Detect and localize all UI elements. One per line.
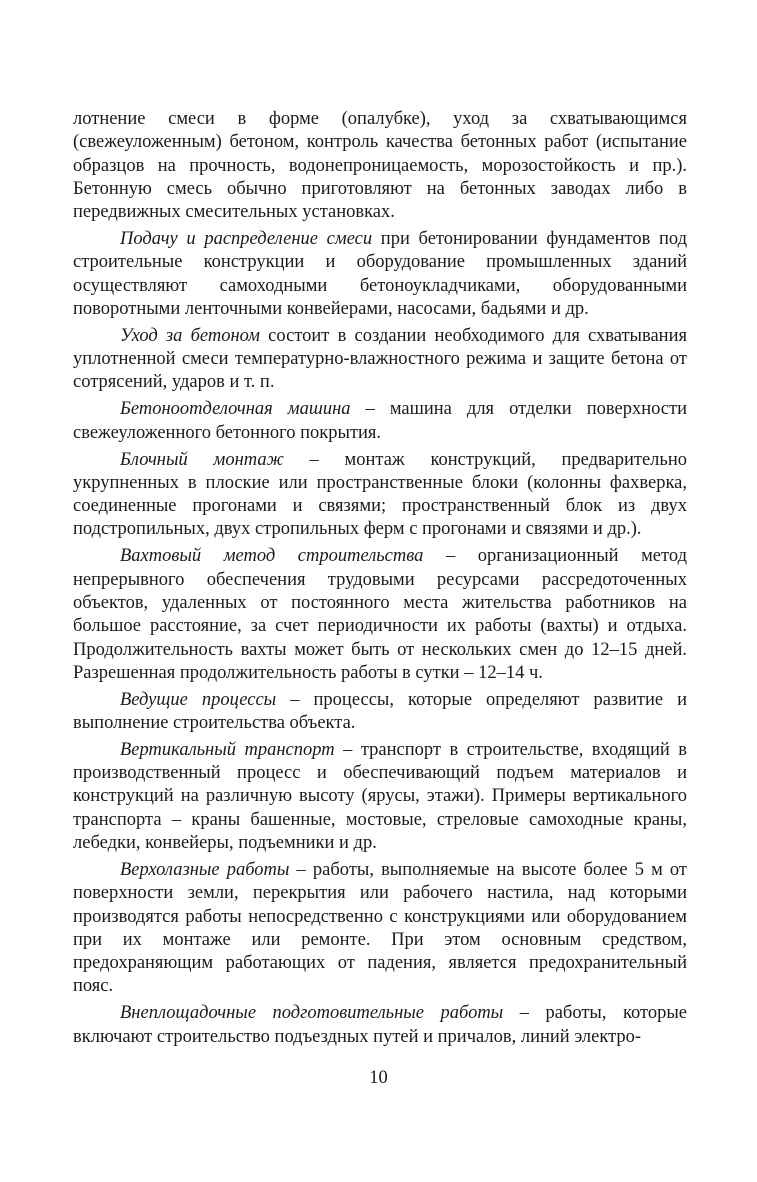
term: Внеплощадочные подготовительные работы <box>120 1003 504 1024</box>
term: Вертикальный транспорт <box>120 739 335 760</box>
paragraph-text: при бетонировании фундаментов под строительные конструкции и оборудование промышленных зданий осуществляют самоходными бетоноукладчиками, оборудованными поворотными ленточными конвейерами, насосами, бадьями и др. <box>73 229 688 319</box>
paragraph-text: – работы, выполняемые на высоте более 5 м от поверхности земли, перекрытия или рабочего настила, над которыми производятся работы непосредственно с конструкциями или оборудованием при их монтаже или ремонте. При этом основным средством, предохраняющим работающих от падения, является предохранительный пояс. <box>73 859 688 997</box>
page-body <box>73 108 687 1053</box>
paragraph-5 <box>73 449 687 542</box>
paragraph-text: состоит в создании необходимого для схватывания уплотненной смеси температурно-влажностного режима и защите бетона от сотрясений, ударов и т. п. <box>73 325 687 393</box>
page-number: 10 <box>369 1068 388 1088</box>
paragraph-7 <box>73 689 687 736</box>
term: Уход за бетоном <box>120 325 260 346</box>
paragraph-text: – транспорт в строительстве, входящий в производственный процесс и обеспечивающий подъем материалов и конструкций на различную высоту (ярусы, этажи). Примеры вертикального транспорта – краны башенные, мостовые, стреловые самоходные краны, лебедки, конвейеры, подъемники и др. <box>73 739 687 854</box>
term: Подачу и распределение смеси <box>120 229 373 250</box>
paragraph-text: – процессы, которые определяют развитие и выполнение строительства объекта. <box>73 689 687 733</box>
paragraph-text: лотнение смеси в форме (опалубке), уход за схватывающимся (свежеуложенным) бетоном, контроль качества бетонных работ (испытание образцов на прочность, водонепроницаемость, морозостойкость и пр.). Бетонную смесь обычно приготовляют на бетонных заводах либо в передвижных смесительных установках. <box>73 109 687 223</box>
paragraph-text: – работы, которые включают строительство подъездных путей и причалов, линий электро- <box>73 1003 688 1047</box>
term: Бетоноотделочная машина <box>120 399 351 420</box>
paragraph-text: – организационный метод непрерывного обеспечения трудовыми ресурсами рассредоточенных объектов, удаленных от постоянного места жительства работников на большое расстояние, за счет периодичности их работы (вахты) и отдыха. Продолжительность вахты может быть от нескольких смен до 12–15 дней. Разрешенная продолжительность работы в сутки – 12–14 ч. <box>73 546 687 683</box>
paragraph-text: – монтаж конструкций, предварительно укрупненных в плоские или пространственные блоки (колонны фахверка, соединенные прогонами и связями; пространственный блок из двух подстропильных, двух стропильных ферм с прогонами и связями и др.). <box>73 449 687 540</box>
paragraph-text: – машина для отделки поверхности свежеуложенного бетонного покрытия. <box>73 399 687 443</box>
paragraph-6 <box>73 545 687 685</box>
paragraph-4 <box>73 398 687 445</box>
term: Вахтовый метод строительства <box>120 546 424 567</box>
term: Ведущие процессы <box>120 689 277 710</box>
term: Верхолазные работы <box>120 859 290 880</box>
paragraph-8 <box>73 739 687 855</box>
term: Блочный монтаж <box>120 449 284 470</box>
paragraph-3 <box>73 325 687 395</box>
paragraph-2 <box>73 228 687 321</box>
paragraph-9 <box>73 859 687 999</box>
paragraph-1 <box>73 108 687 224</box>
paragraph-10 <box>73 1002 687 1049</box>
